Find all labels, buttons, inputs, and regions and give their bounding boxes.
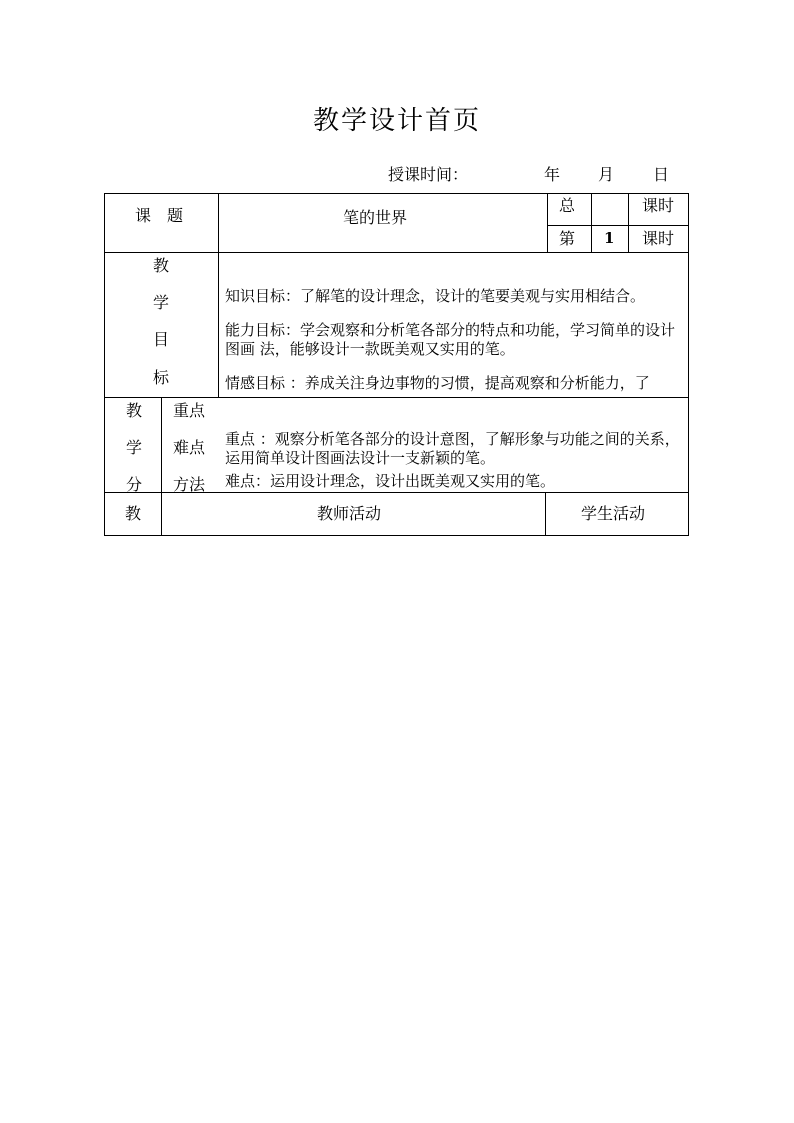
ability-objective: 能力目标：学会观察和分析笔各部分的特点和功能，学习简单的设计图画 法，能够设计一款既美观又实用的笔。 xyxy=(225,321,676,358)
table-rule xyxy=(628,193,629,253)
table-border-bottom xyxy=(104,535,689,536)
date-label: 授课时间： xyxy=(388,165,469,184)
nth-label: 第 xyxy=(559,229,576,248)
table-rule xyxy=(591,193,592,253)
table-border-right xyxy=(688,193,689,536)
analysis-label-char: 学 xyxy=(126,438,143,457)
objectives-label-char: 标 xyxy=(153,368,170,387)
month-label: 月 xyxy=(598,165,615,184)
emotion-objective: 情感目标 ：养成关注身边事物的习惯，提高观察和分析能力，了 xyxy=(225,374,650,392)
analysis-label-char: 教 xyxy=(126,401,143,420)
period-unit-total: 课时 xyxy=(642,196,675,215)
total-label: 总 xyxy=(559,196,576,215)
difficulty-text: 难点：运用设计理念，设计出既美观又实用的笔。 xyxy=(225,472,556,490)
emotion-objective-clip xyxy=(225,374,685,396)
objectives-label-char: 教 xyxy=(153,256,170,275)
period-unit-nth: 课时 xyxy=(642,229,675,248)
analysis-sublabel: 难点 xyxy=(173,438,206,457)
analysis-sublabel: 重点 xyxy=(173,401,206,420)
table-rule xyxy=(104,492,689,493)
nth-value: 1 xyxy=(604,229,615,247)
table-border-top xyxy=(104,193,689,194)
day-label: 日 xyxy=(653,165,670,184)
analysis-sublabel: 方法 xyxy=(173,475,206,492)
footer-col1: 教 xyxy=(125,504,142,523)
topic-label: 课 题 xyxy=(135,206,184,225)
table-rule xyxy=(545,492,546,536)
table-rule xyxy=(547,193,548,253)
analysis-label-char: 分 xyxy=(126,475,143,492)
year-label: 年 xyxy=(544,165,561,184)
objectives-label-char: 目 xyxy=(153,330,170,349)
topic-value: 笔的世界 xyxy=(343,208,408,227)
objectives-label-char: 学 xyxy=(153,293,170,312)
teacher-activity-header: 教师活动 xyxy=(317,504,382,523)
table-rule xyxy=(218,193,219,398)
key-point-text: 重点 ：观察分析笔各部分的设计意图，了解形象与功能之间的关系，运用简单设计图画法设计一支新颖的笔。 xyxy=(225,430,680,467)
table-rule xyxy=(547,225,689,226)
knowledge-objective: 知识目标：了解笔的设计理念，设计的笔要美观与实用相结合。 xyxy=(225,287,646,305)
student-activity-header: 学生活动 xyxy=(581,504,646,523)
page-title: 教学设计首页 xyxy=(312,106,481,136)
table-rule xyxy=(104,252,689,253)
